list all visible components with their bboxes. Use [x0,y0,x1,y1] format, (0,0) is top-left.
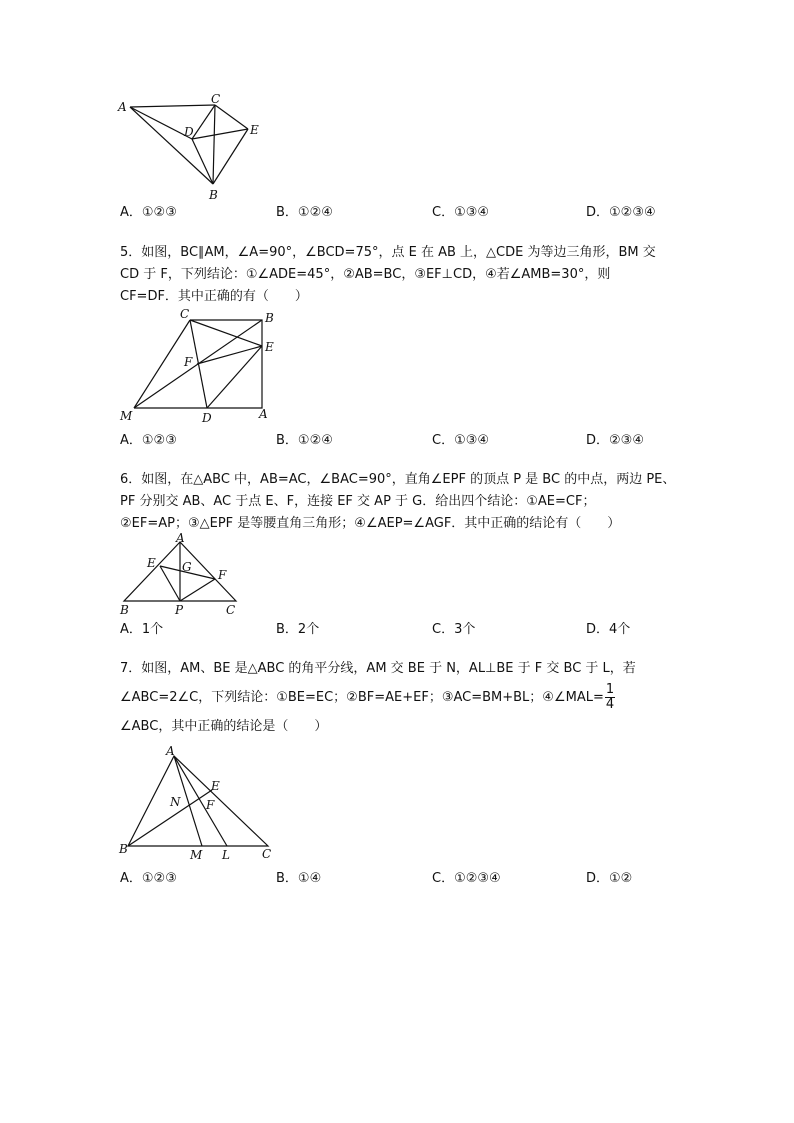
q6-stem-line-1: 6．如图，在△ABC 中，AB=AC，∠BAC=90°，直角∠EPF 的顶点 P 是 BC 的中点，两边 PE、 [120,472,676,487]
q4-line-cd [192,105,215,139]
q7-label-n: N [170,795,181,809]
q7-fraction [605,683,615,712]
q7-stem-line-2 [120,680,680,716]
q6-stem [120,469,680,535]
q6-label-b: B [120,603,129,617]
q6-label-c: C [226,603,236,617]
q4-options [120,201,720,223]
q7-label-c: C [262,847,272,861]
q7-figure [110,744,285,866]
q5-options [120,429,720,451]
q5-stem-line-3: CF=DF．其中正确的有（ ） [120,289,308,304]
q6-label-p: P [175,603,184,617]
q4-figure [110,92,270,204]
q7-label-b: B [119,842,128,856]
q4-line-de [192,129,248,139]
q5-label-f: F [184,355,193,369]
q7-label-a: A [166,744,175,758]
q5-figure [110,306,290,426]
q5-label-m: M [120,409,133,423]
q4-option-d: D．①②③④ [586,205,656,220]
q6-option-c: C．3个 [432,622,476,637]
q6-label-f: F [218,568,227,582]
q5-line-fe [197,346,262,364]
q5-line-ce [190,320,262,346]
q5-stem-line-2: CD 于 F，下列结论：①∠ADE=45°，②AB=BC，③EF⊥CD，④若∠AMB=30°，则 [120,267,611,282]
q4-label-c: C [211,92,221,106]
q5-label-a: A [259,407,268,421]
q6-options [120,618,720,640]
q6-option-a: A．1个 [120,622,164,637]
q4-line-cb [213,105,215,184]
q4-label-b: B [209,188,218,202]
q4-label-d: D [184,125,194,139]
q7-stem [120,658,680,738]
q4-option-c: C．①③④ [432,205,490,220]
q6-option-d: D．4个 [586,622,631,637]
q5-option-a: A．①②③ [120,433,177,448]
q7-label-f: F [206,798,215,812]
q4-line-eb [213,129,248,184]
q7-fraction-denominator: 4 [605,697,615,712]
q5-label-e: E [265,340,274,354]
q5-stem [120,242,680,308]
q7-option-c: C．①②③④ [432,871,501,886]
q7-label-e: E [211,779,220,793]
q4-line-ac [130,105,215,107]
q5-option-b: B．①②④ [276,433,333,448]
q6-stem-line-2: PF 分别交 AB、AC 于点 E、F，连接 EF 交 AP 于 G．给出四个结论：①AE=CF； [120,494,596,509]
q6-line-pf [180,579,215,601]
q5-line-cm [134,320,190,408]
q4-option-b: B．①②④ [276,205,333,220]
q7-option-d: D．①② [586,871,633,886]
q7-line-al [174,756,227,846]
q5-label-b: B [265,311,274,325]
q7-label-m: M [190,848,203,862]
q6-figure [110,530,250,618]
q7-stem-line-2-text: ∠ABC=2∠C，下列结论：①BE=EC；②BF=AE+EF；③AC=BM+BL；④∠MAL= [120,690,604,705]
q7-options [120,867,720,889]
q6-label-e: E [147,556,156,570]
q5-stem-line-1: 5．如图，BC∥AM，∠A=90°，∠BCD=75°，点 E 在 AB 上，△CDE 为等边三角形，BM 交 [120,245,656,260]
q5-option-d: D．②③④ [586,433,644,448]
q6-label-g: G [182,560,192,574]
q5-label-d: D [202,411,212,425]
q7-fraction-numerator: 1 [605,682,615,697]
q7-stem-line-3: ∠ABC，其中正确的结论是（ ） [120,719,328,734]
q5-label-c: C [180,307,190,321]
q4-line-ad [130,107,192,139]
q4-option-a: A．①②③ [120,205,177,220]
q4-line-ab [130,107,213,184]
q5-option-c: C．①③④ [432,433,490,448]
q4-label-a: A [118,100,127,114]
q7-option-a: A．①②③ [120,871,177,886]
q5-line-ed [207,346,262,408]
q7-label-l: L [222,848,230,862]
q4-label-e: E [250,123,259,137]
q7-option-b: B．①④ [276,871,322,886]
q4-line-db [192,139,213,184]
q6-label-a: A [176,531,185,545]
q6-line-pe [160,566,180,601]
q6-stem-line-3: ②EF=AP；③△EPF 是等腰直角三角形；④∠AEP=∠AGF．其中正确的结论有（ ） [120,516,621,531]
q4-line-ce [215,105,248,129]
q7-stem-line-1: 7．如图，AM、BE 是△ABC 的角平分线，AM 交 BE 于 N，AL⊥BE 于 F 交 BC 于 L，若 [120,661,636,676]
q6-option-b: B．2个 [276,622,320,637]
